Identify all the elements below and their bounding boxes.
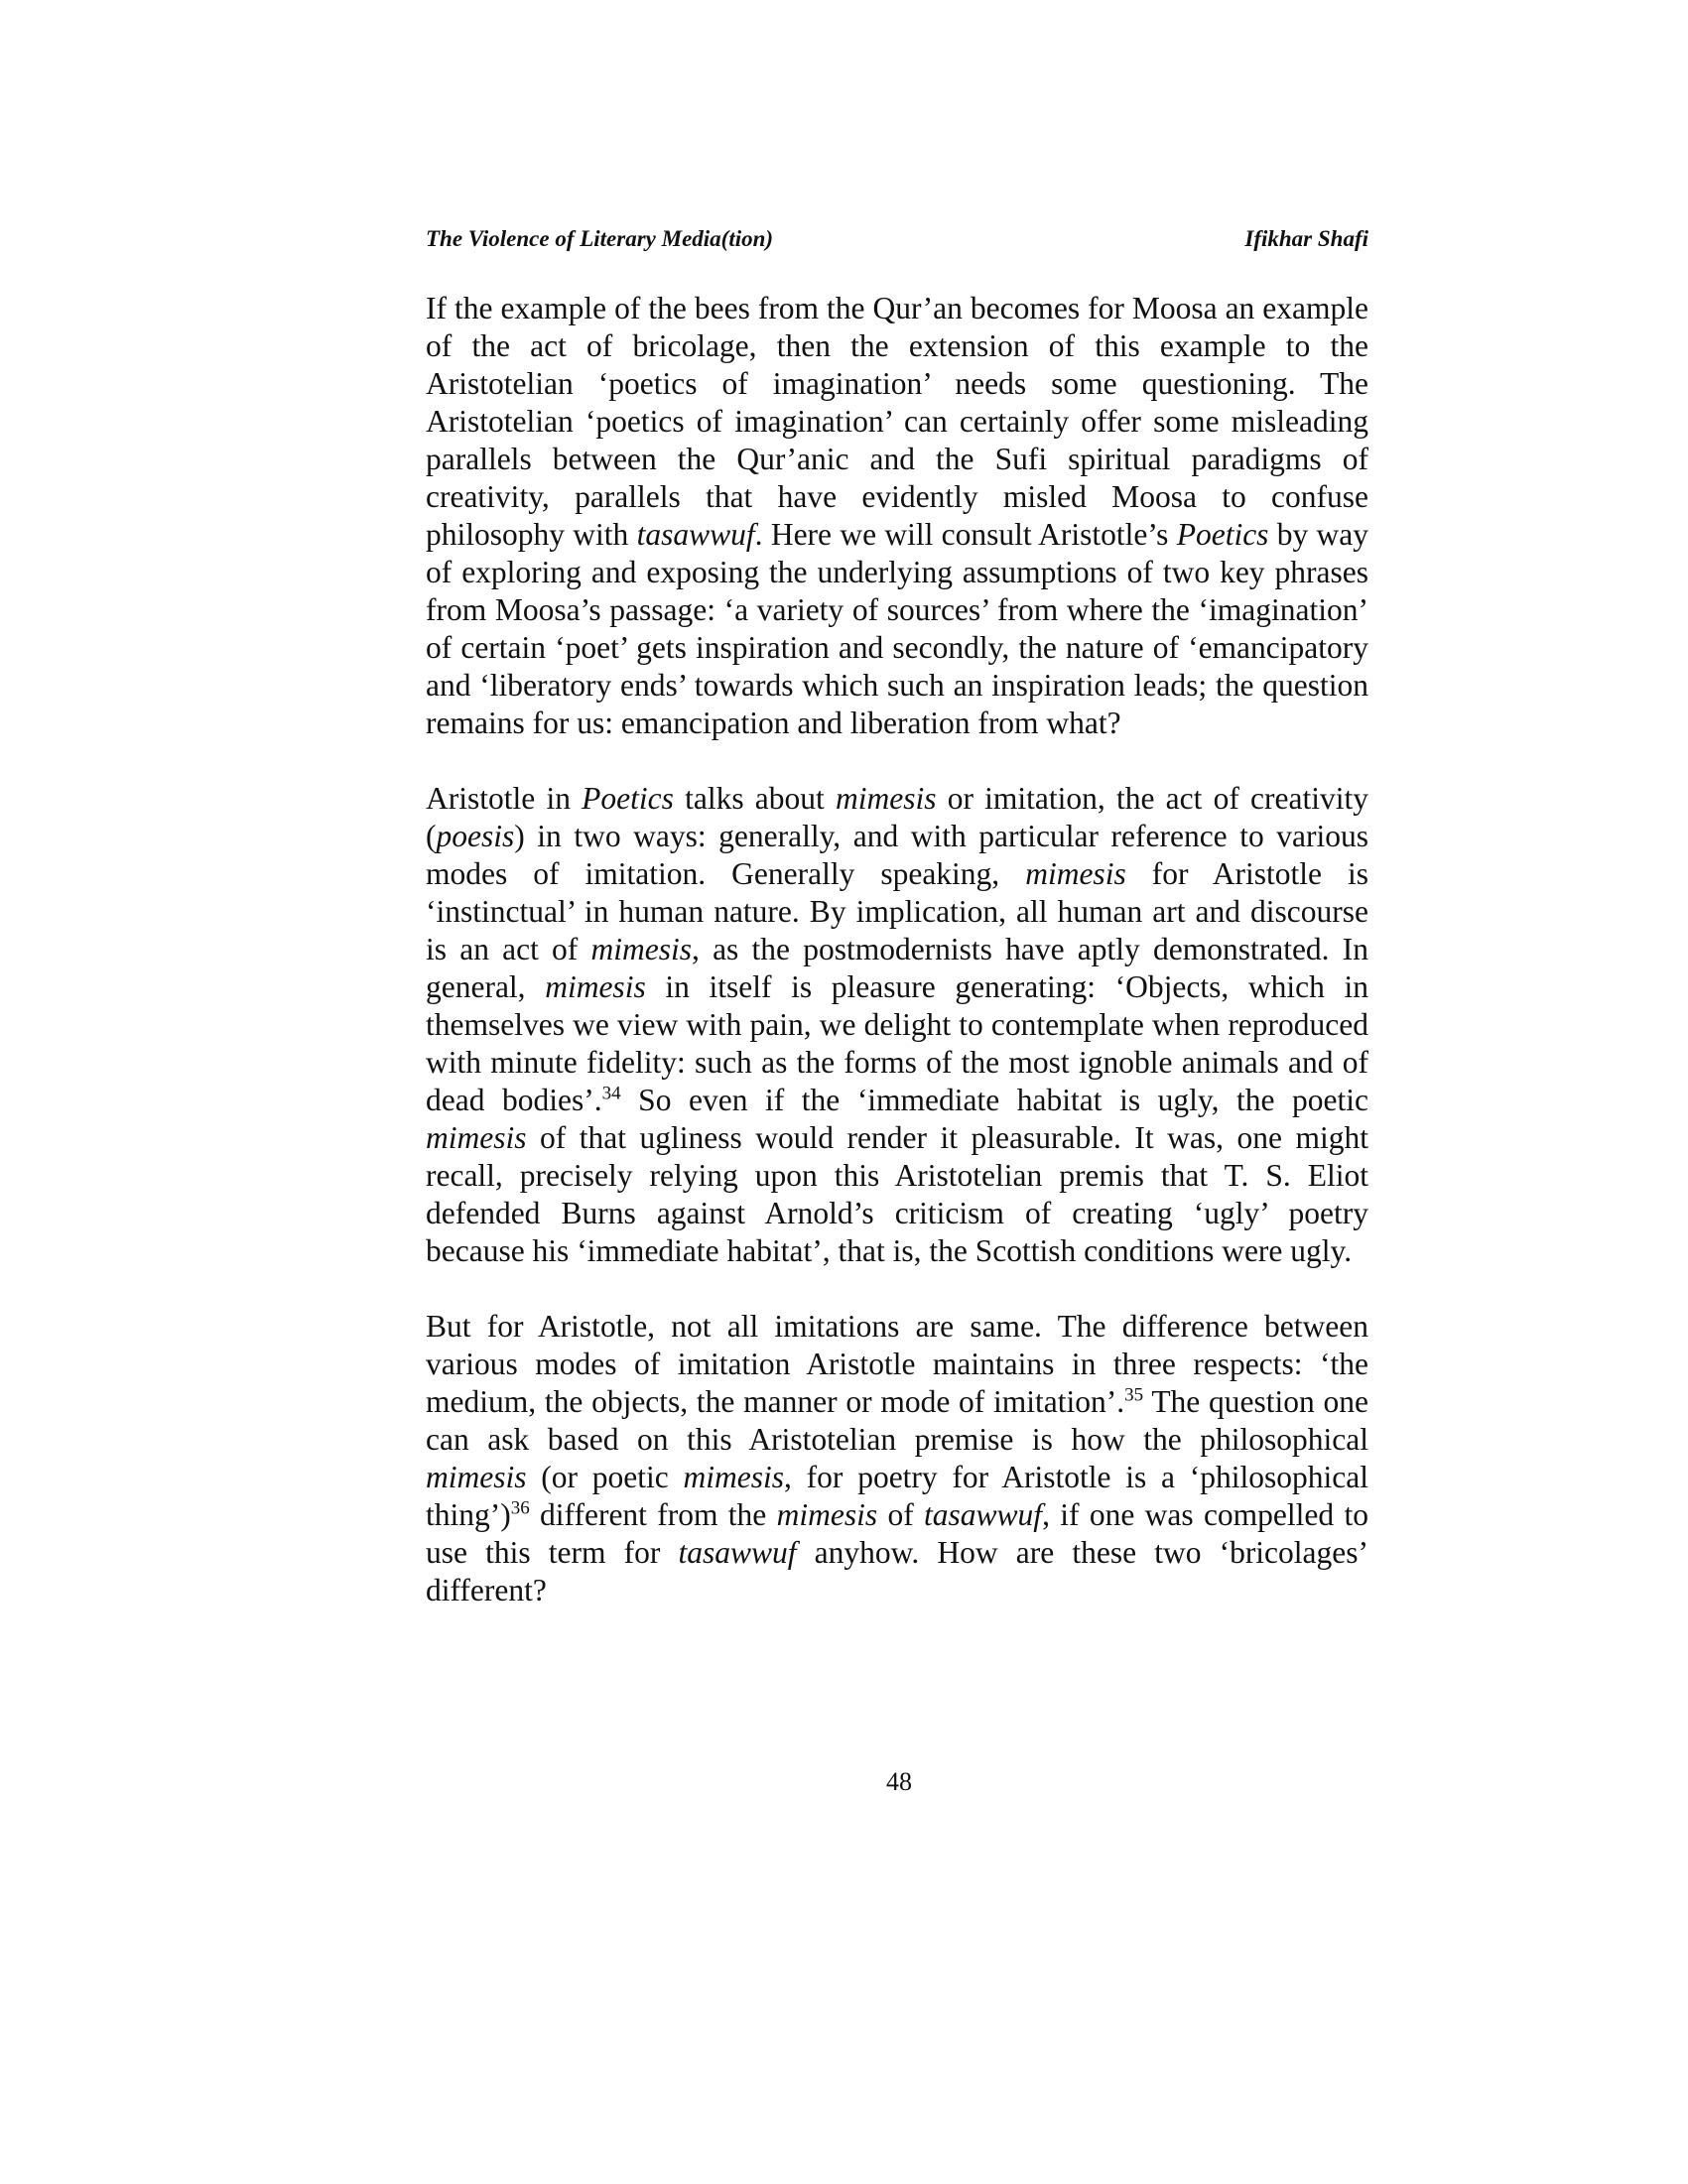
footnote-marker: 36	[510, 1497, 530, 1519]
text-run: So even if the ‘immediate habitat is ugly, the poetic	[620, 1083, 1368, 1117]
italic-term: mimesis	[776, 1497, 878, 1532]
footnote-marker: 34	[601, 1083, 621, 1104]
text-run: Aristotle in	[426, 781, 583, 816]
running-author: Ifikhar Shafi	[1244, 226, 1368, 251]
italic-term: poesis	[436, 819, 515, 853]
body-text	[426, 290, 1368, 1647]
italic-term: tasawwuf	[678, 1535, 797, 1570]
text-run: of that ugliness would render it pleasurable. It was, one might recall, precisely relying upon this Aristotelian premis that T. S. Eliot defended Burns against Arnold’s criticism of creating ‘ugly’ poetry because his ‘immediate habitat’, that is, the Scottish conditions were ugly.	[426, 1120, 1368, 1268]
text-run: talks about	[673, 781, 836, 816]
italic-term: mimesis	[426, 1460, 527, 1494]
text-run: different from the	[529, 1497, 777, 1532]
text-run: or imitation, the act of creativity (	[426, 781, 1368, 853]
italic-term: tasawwuf	[636, 517, 755, 552]
text-run: of	[877, 1497, 925, 1532]
italic-term: mimesis	[683, 1460, 785, 1494]
text-run: The question one can ask based on this Aristotelian premise is how the philosophical	[426, 1384, 1368, 1457]
text-run: (or poetic	[526, 1460, 684, 1494]
italic-term: Poetics	[582, 781, 674, 816]
text-run: . Here we will consult Aristotle’s	[754, 517, 1177, 552]
text-run: by way of exploring and exposing the underlying assumptions of two key phrases from Moosa’s passage: ‘a variety of sources’ from where the ‘imagination’ of certain ‘poet’ gets inspiration and secondly, the nature of ‘emancipatory and ‘liberatory ends’ towards which such an inspiration leads; the question remains for us: emancipation and liberation from what?	[426, 517, 1369, 740]
text-run: If the example of the bees from the Qur’an becomes for Moosa an example of the act of bricolage, then the extension of this example to the Aristotelian ‘poetics of imagination’ needs some questioning. The Aristotelian ‘poetics of imagination’ can certainly offer some misleading parallels between the Qur’anic and the Sufi spiritual paradigms of creativity, parallels that have evidently misled Moosa to confuse philosophy with	[426, 291, 1368, 552]
italic-term: tasawwuf	[924, 1497, 1043, 1532]
text-run: , if one was compelled to use this term for	[426, 1497, 1368, 1570]
paragraph-2	[426, 780, 1368, 1270]
italic-term: mimesis	[836, 781, 937, 816]
text-run: But for Aristotle, not all imitations are same. The difference between various modes of imitation Aristotle maintains in three respects: ‘the medium, the objects, the manner or mode of imitation’.	[426, 1309, 1368, 1419]
italic-term: mimesis	[545, 969, 646, 1004]
text-run: ) in two ways: generally, and with particular reference to various modes of imitation. Generally speaking,	[426, 819, 1368, 891]
paragraph-1	[426, 290, 1368, 742]
text-run: for Aristotle is ‘instinctual’ in human nature. By implication, all human art and discourse is an act of	[426, 856, 1368, 966]
italic-term: mimesis	[426, 1120, 527, 1155]
footnote-marker: 35	[1124, 1384, 1144, 1406]
running-header	[426, 226, 1368, 266]
page-number: 48	[886, 1767, 912, 1796]
paragraph-3	[426, 1308, 1368, 1609]
italic-term: Poetics	[1176, 517, 1269, 552]
text-run: , as the postmodernists have aptly demonstrated. In general,	[426, 932, 1368, 1004]
text-run: , for poetry for Aristotle is a ‘philosophical thing’)	[426, 1460, 1368, 1532]
text-run: anyhow. How are these two ‘bricolages’ different?	[426, 1535, 1368, 1607]
running-title: The Violence of Literary Media(tion)	[426, 226, 774, 251]
text-run: in itself is pleasure generating: ‘Objects, which in themselves we view with pain, we delight to contemplate when reproduced with minute fidelity: such as the forms of the most ignoble animals and of dead bodies’.	[426, 969, 1368, 1117]
italic-term: mimesis	[1025, 856, 1126, 891]
italic-term: mimesis	[590, 932, 692, 966]
